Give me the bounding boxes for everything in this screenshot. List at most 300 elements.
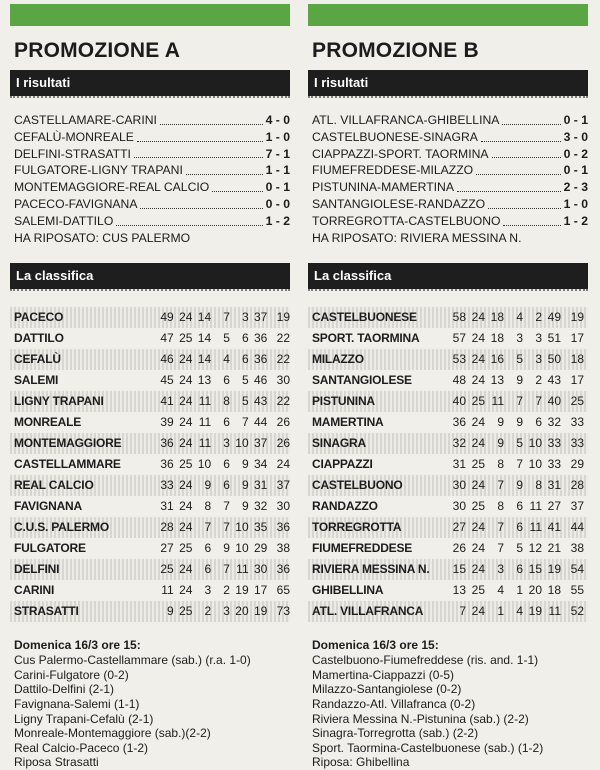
stat-cell: 10	[235, 435, 249, 450]
result-score: 2 - 3	[563, 180, 588, 195]
stat-cell: 32	[547, 414, 561, 429]
riposo-note: HA RIPOSATO: RIVIERA MESSINA N.	[312, 230, 522, 245]
stat-cell: 15	[452, 561, 466, 576]
stat-cell: 1	[497, 603, 504, 618]
stat-cell: 1	[516, 582, 523, 597]
team-name: C.U.S. PALERMO	[14, 519, 109, 534]
stat-cell: 5	[223, 330, 230, 345]
stat-cell: 33	[547, 456, 561, 471]
team-name: SPORT. TAORMINA	[312, 330, 420, 345]
schedule-item: Carini-Fulgatore (0-2)	[14, 667, 129, 682]
result-row	[10, 146, 290, 163]
stat-cell: 36	[160, 435, 174, 450]
stat-cell: 24	[471, 519, 485, 534]
result-score: 0 - 1	[265, 180, 290, 195]
stat-cell: 6	[516, 519, 523, 534]
result-score: 0 - 1	[563, 113, 588, 127]
stat-cell: 12	[528, 540, 542, 555]
stat-cell: 24	[179, 372, 193, 387]
stat-cell: 43	[547, 372, 561, 387]
stat-cell: 11	[198, 435, 212, 450]
stat-cell: 33	[160, 477, 174, 492]
stat-cell: 24	[471, 561, 485, 576]
stat-cell: 40	[547, 393, 561, 408]
team-name: DELFINI	[14, 561, 60, 576]
stat-cell: 5	[241, 393, 249, 408]
stat-cell: 34	[254, 456, 268, 471]
results-list	[308, 112, 588, 230]
stat-cell: 24	[471, 477, 485, 492]
stat-cell: 24	[471, 372, 485, 387]
result-match: FIUMEFREDDESE-MILAZZO	[312, 163, 474, 178]
stat-cell: 5	[516, 435, 523, 450]
stat-cell: 30	[452, 477, 466, 492]
stat-cell: 4	[223, 351, 230, 366]
result-match: CIAPPAZZI-SPORT. TAORMINA	[312, 146, 489, 161]
standings-row	[308, 601, 588, 622]
stat-cell: 7	[497, 477, 504, 492]
stat-cell: 3	[223, 435, 230, 450]
dot-leader	[502, 124, 560, 125]
standings-header: La classifica	[308, 263, 588, 289]
stat-cell: 11	[548, 603, 561, 618]
section-title: PROMOZIONE A	[14, 39, 181, 62]
stat-cell: 35	[254, 519, 268, 534]
stat-cell: 9	[204, 477, 212, 492]
stat-cell: 10	[528, 435, 542, 450]
team-name: FIUMEFREDDESE	[312, 540, 413, 555]
stat-cell: 27	[452, 519, 466, 534]
stat-cell: 9	[497, 435, 504, 450]
stat-cell: 5	[516, 540, 523, 555]
stat-cell: 7	[497, 519, 504, 534]
standings-row	[308, 391, 588, 412]
stat-cell: 26	[276, 414, 291, 429]
team-name: PACECO	[14, 309, 64, 324]
stat-cell: 46	[254, 372, 268, 387]
stat-cell: 2	[535, 372, 542, 387]
team-name: FAVIGNANA	[14, 498, 82, 513]
stat-cell: 2	[223, 582, 230, 597]
stat-cell: 14	[197, 330, 212, 345]
stat-cell: 37	[276, 477, 291, 492]
stat-cell: 36	[276, 519, 291, 534]
stat-cell: 4	[516, 603, 523, 618]
schedule-block	[10, 638, 290, 770]
stat-cell: 16	[490, 351, 504, 366]
stat-cell: 24	[471, 540, 485, 555]
dot-leader	[137, 141, 263, 142]
team-name: CASTELLAMMARE	[14, 456, 121, 471]
result-match: SALEMI-DATTILO	[14, 213, 114, 228]
stat-cell: 25	[160, 561, 174, 576]
stat-cell: 31	[160, 498, 174, 513]
schedule-item: Castelbuono-Fiumefreddese (ris. and. 1-1)	[312, 653, 539, 668]
result-row	[308, 129, 588, 146]
stat-cell: 20	[528, 582, 542, 597]
stat-cell: 18	[570, 351, 584, 366]
stat-cell: 7	[497, 540, 504, 555]
stat-cell: 19	[570, 309, 584, 324]
stat-cell: 19	[547, 561, 561, 576]
stat-cell: 30	[254, 561, 268, 576]
team-name: SINAGRA	[312, 435, 366, 450]
standings-row	[10, 328, 290, 349]
stat-cell: 9	[223, 540, 230, 555]
team-name: MONREALE	[14, 414, 82, 429]
team-name: LIGNY TRAPANI	[14, 393, 104, 408]
result-row	[10, 112, 290, 129]
stat-cell: 15	[528, 561, 542, 576]
stat-cell: 27	[160, 540, 174, 555]
stat-cell: 7	[223, 519, 230, 534]
stat-cell: 36	[276, 561, 291, 576]
result-match: DELFINI-STRASATTI	[14, 146, 131, 161]
stat-cell: 13	[490, 372, 504, 387]
standings-row	[308, 580, 588, 601]
result-match: CEFALÙ-MONREALE	[14, 129, 134, 144]
result-match: TORREGROTTA-CASTELBUONO	[312, 213, 501, 228]
stat-cell: 6	[223, 456, 230, 471]
stat-cell: 30	[276, 372, 291, 387]
stat-cell: 19	[276, 309, 291, 324]
stat-cell: 4	[497, 582, 504, 597]
stat-cell: 26	[276, 435, 291, 450]
schedule-item: Monreale-Montemaggiore (sab.)(2-2)	[14, 726, 211, 741]
stat-cell: 13	[197, 372, 212, 387]
stat-cell: 32	[452, 435, 466, 450]
stat-cell: 10	[197, 456, 212, 471]
standings-row	[10, 517, 290, 538]
schedule-block	[308, 638, 588, 770]
dot-leader	[116, 225, 262, 226]
stat-cell: 8	[204, 498, 212, 513]
schedule-item: Riposa Strasatti	[14, 755, 99, 770]
schedule-item: Sinagra-Torregrotta (sab.) (2-2)	[312, 726, 479, 741]
stat-cell: 10	[235, 519, 249, 534]
stat-cell: 24	[471, 330, 485, 345]
stat-cell: 46	[160, 351, 174, 366]
stat-cell: 28	[160, 519, 174, 534]
stat-cell: 11	[161, 582, 174, 597]
standings-row	[10, 538, 290, 559]
team-name: CEFALÙ	[14, 351, 61, 366]
stat-cell: 24	[179, 414, 193, 429]
dot-leader	[503, 225, 560, 226]
standings-row	[308, 349, 588, 370]
stat-cell: 3	[241, 309, 249, 324]
standings-row	[308, 412, 588, 433]
standings-row	[308, 517, 588, 538]
team-name: CARINI	[14, 582, 55, 597]
stat-cell: 36	[254, 330, 268, 345]
result-match: FULGATORE-LIGNY TRAPANI	[14, 163, 183, 178]
standings-row	[10, 307, 290, 328]
stat-cell: 11	[198, 393, 212, 408]
stat-cell: 8	[497, 456, 504, 471]
green-header-bar	[308, 4, 588, 26]
stat-cell: 18	[490, 309, 504, 324]
stat-cell: 14	[197, 351, 212, 366]
standings-row	[308, 475, 588, 496]
stat-cell: 27	[547, 498, 561, 513]
stat-cell: 24	[471, 435, 485, 450]
stat-cell: 6	[241, 351, 249, 366]
result-row	[308, 196, 588, 213]
stat-cell: 7	[223, 561, 230, 576]
stat-cell: 8	[497, 498, 504, 513]
result-row	[10, 196, 290, 213]
result-row	[308, 162, 588, 179]
schedule-list	[14, 653, 290, 770]
stat-cell: 50	[547, 351, 561, 366]
schedule-header: Domenica 16/3 ore 15:	[312, 637, 439, 652]
stat-cell: 73	[276, 603, 291, 618]
stat-cell: 6	[204, 540, 212, 555]
schedule-item: Dattilo-Delfini (2-1)	[14, 682, 115, 697]
result-row	[10, 162, 290, 179]
stat-cell: 24	[179, 351, 193, 366]
stat-cell: 24	[179, 477, 193, 492]
standings-row	[10, 370, 290, 391]
stat-cell: 29	[254, 540, 268, 555]
schedule-header: Domenica 16/3 ore 15:	[14, 637, 141, 652]
stat-cell: 25	[471, 582, 485, 597]
results-list	[10, 112, 290, 230]
schedule-item: Cus Palermo-Castellammare (sab.) (r.a. 1-0)	[14, 653, 251, 668]
team-name: RANDAZZO	[312, 498, 378, 513]
standings-row	[10, 580, 290, 601]
stat-cell: 37	[570, 498, 584, 513]
stat-cell: 26	[452, 540, 466, 555]
stat-cell: 31	[547, 477, 561, 492]
stat-cell: 6	[241, 330, 249, 345]
standings-row	[308, 559, 588, 580]
stat-cell: 37	[254, 435, 268, 450]
stat-cell: 2	[535, 309, 542, 324]
stat-cell: 20	[235, 603, 249, 618]
stat-cell: 31	[452, 456, 466, 471]
stat-cell: 37	[254, 309, 268, 324]
result-score: 1 - 0	[563, 196, 588, 211]
result-match: PISTUNINA-MAMERTINA	[312, 180, 454, 195]
riposo-note: HA RIPOSATO: CUS PALERMO	[14, 230, 191, 245]
stat-cell: 25	[570, 393, 584, 408]
stat-cell: 6	[516, 561, 523, 576]
stat-cell: 6	[223, 414, 230, 429]
stat-cell: 7	[223, 309, 230, 324]
schedule-item: Randazzo-Atl. Villafranca (0-2)	[312, 696, 476, 711]
stat-cell: 24	[471, 414, 485, 429]
result-score: 7 - 1	[265, 146, 290, 161]
team-name: REAL CALCIO	[14, 477, 94, 492]
dot-leader	[492, 157, 561, 158]
result-match: ATL. VILLAFRANCA-GHIBELLINA	[312, 113, 500, 127]
stat-cell: 7	[516, 393, 523, 408]
stat-cell: 57	[452, 330, 466, 345]
result-score: 1 - 2	[563, 213, 588, 228]
stat-cell: 22	[276, 393, 291, 408]
stat-cell: 25	[179, 540, 193, 555]
dot-leader	[476, 174, 560, 175]
result-score: 0 - 0	[265, 196, 290, 211]
stat-cell: 24	[179, 498, 193, 513]
result-row	[308, 112, 588, 129]
stat-cell: 18	[547, 582, 561, 597]
standings-table	[10, 307, 290, 622]
stat-cell: 49	[160, 309, 174, 324]
stat-cell: 7	[459, 603, 466, 618]
team-name: SANTANGIOLESE	[312, 372, 412, 387]
stat-cell: 6	[516, 498, 523, 513]
result-match: CASTELLAMARE-CARINI	[14, 113, 157, 127]
stat-cell: 55	[570, 582, 584, 597]
standings-row	[10, 559, 290, 580]
stat-cell: 9	[516, 414, 523, 429]
stat-cell: 24	[179, 561, 193, 576]
stat-cell: 6	[223, 372, 230, 387]
stat-cell: 9	[241, 456, 249, 471]
stat-cell: 7	[204, 519, 212, 534]
result-row	[10, 129, 290, 146]
stat-cell: 48	[452, 372, 466, 387]
stat-cell: 24	[471, 309, 485, 324]
stat-cell: 9	[167, 603, 174, 618]
result-match: CASTELBUONESE-SINAGRA	[312, 129, 478, 144]
stat-cell: 24	[179, 393, 193, 408]
team-name: SALEMI	[14, 372, 59, 387]
result-row	[308, 146, 588, 163]
stat-cell: 17	[254, 582, 268, 597]
dot-leader	[481, 141, 561, 142]
stat-cell: 11	[491, 393, 504, 408]
stat-cell: 19	[254, 603, 268, 618]
result-score: 3 - 0	[563, 129, 588, 144]
dot-leader	[140, 208, 262, 209]
stat-cell: 11	[236, 561, 249, 576]
stat-cell: 14	[197, 309, 212, 324]
stat-cell: 6	[223, 477, 230, 492]
team-name: MILAZZO	[312, 351, 364, 366]
stat-cell: 28	[570, 477, 584, 492]
stat-cell: 25	[179, 330, 193, 345]
stat-cell: 22	[276, 351, 291, 366]
standings-row	[10, 496, 290, 517]
stat-cell: 9	[497, 414, 504, 429]
result-row	[308, 213, 588, 230]
stat-cell: 33	[570, 435, 584, 450]
schedule-list	[312, 653, 588, 770]
stat-cell: 41	[547, 519, 561, 534]
stat-cell: 9	[516, 372, 523, 387]
stat-cell: 51	[547, 330, 561, 345]
stat-cell: 24	[276, 456, 291, 471]
stat-cell: 33	[570, 414, 584, 429]
stat-cell: 6	[204, 561, 212, 576]
stat-cell: 10	[235, 540, 249, 555]
standings-row	[10, 475, 290, 496]
stat-cell: 33	[547, 435, 561, 450]
stat-cell: 13	[452, 582, 466, 597]
stat-cell: 41	[160, 393, 174, 408]
stat-cell: 3	[497, 561, 504, 576]
stat-cell: 40	[452, 393, 466, 408]
schedule-item: Sport. Taormina-Castelbuonese (sab.) (1-2)	[312, 740, 544, 755]
result-score: 0 - 1	[563, 163, 588, 178]
stat-cell: 38	[570, 540, 584, 555]
stat-cell: 43	[254, 393, 268, 408]
column-promozione-b	[308, 0, 588, 770]
stat-cell: 9	[516, 477, 523, 492]
standings-row	[10, 412, 290, 433]
standings-header: La classifica	[10, 263, 290, 289]
standings-row	[10, 433, 290, 454]
stat-cell: 7	[223, 498, 230, 513]
stat-cell: 11	[198, 414, 212, 429]
stat-cell: 58	[452, 309, 466, 324]
stat-cell: 24	[471, 351, 485, 366]
dot-leader	[212, 191, 262, 192]
stat-cell: 3	[204, 582, 212, 597]
dot-leader	[160, 124, 263, 125]
stat-cell: 17	[570, 372, 584, 387]
stat-cell: 45	[160, 372, 174, 387]
stat-cell: 24	[179, 519, 193, 534]
schedule-item: Favignana-Salemi (1-1)	[14, 696, 140, 711]
stat-cell: 53	[452, 351, 466, 366]
stat-cell: 22	[276, 330, 291, 345]
dot-leader	[134, 157, 263, 158]
stat-cell: 8	[223, 393, 230, 408]
standings-row	[308, 538, 588, 559]
stat-cell: 9	[241, 498, 249, 513]
schedule-item: Real Calcio-Paceco (1-2)	[14, 740, 149, 755]
stat-cell: 3	[516, 330, 523, 345]
team-name: TORREGROTTA	[312, 519, 402, 534]
schedule-item: Ligny Trapani-Cefalù (2-1)	[14, 711, 154, 726]
stat-cell: 2	[204, 603, 212, 618]
standings-row	[308, 370, 588, 391]
standings-row	[10, 454, 290, 475]
stat-cell: 3	[535, 330, 542, 345]
stat-cell: 18	[490, 330, 504, 345]
stat-cell: 29	[570, 456, 584, 471]
team-name: FULGATORE	[14, 540, 86, 555]
stat-cell: 44	[570, 519, 584, 534]
stat-cell: 10	[528, 456, 542, 471]
result-score: 1 - 2	[265, 213, 290, 228]
standings-row	[308, 328, 588, 349]
stat-cell: 32	[254, 498, 268, 513]
stat-cell: 6	[535, 414, 542, 429]
stat-cell: 36	[452, 414, 466, 429]
stat-cell: 7	[516, 456, 523, 471]
stat-cell: 36	[254, 351, 268, 366]
stat-cell: 65	[276, 582, 291, 597]
standings-row	[308, 454, 588, 475]
stat-cell: 36	[160, 456, 174, 471]
dot-leader	[488, 208, 560, 209]
schedule-item: Riposa: Ghibellina	[312, 755, 410, 770]
section-title: PROMOZIONE B	[312, 39, 479, 62]
stat-cell: 38	[276, 540, 291, 555]
standings-table	[308, 307, 588, 622]
stat-cell: 19	[235, 582, 249, 597]
standings-row	[10, 391, 290, 412]
team-name: MONTEMAGGIORE	[14, 435, 122, 450]
stat-cell: 24	[179, 582, 193, 597]
result-match: MONTEMAGGIORE-REAL CALCIO	[14, 180, 210, 195]
